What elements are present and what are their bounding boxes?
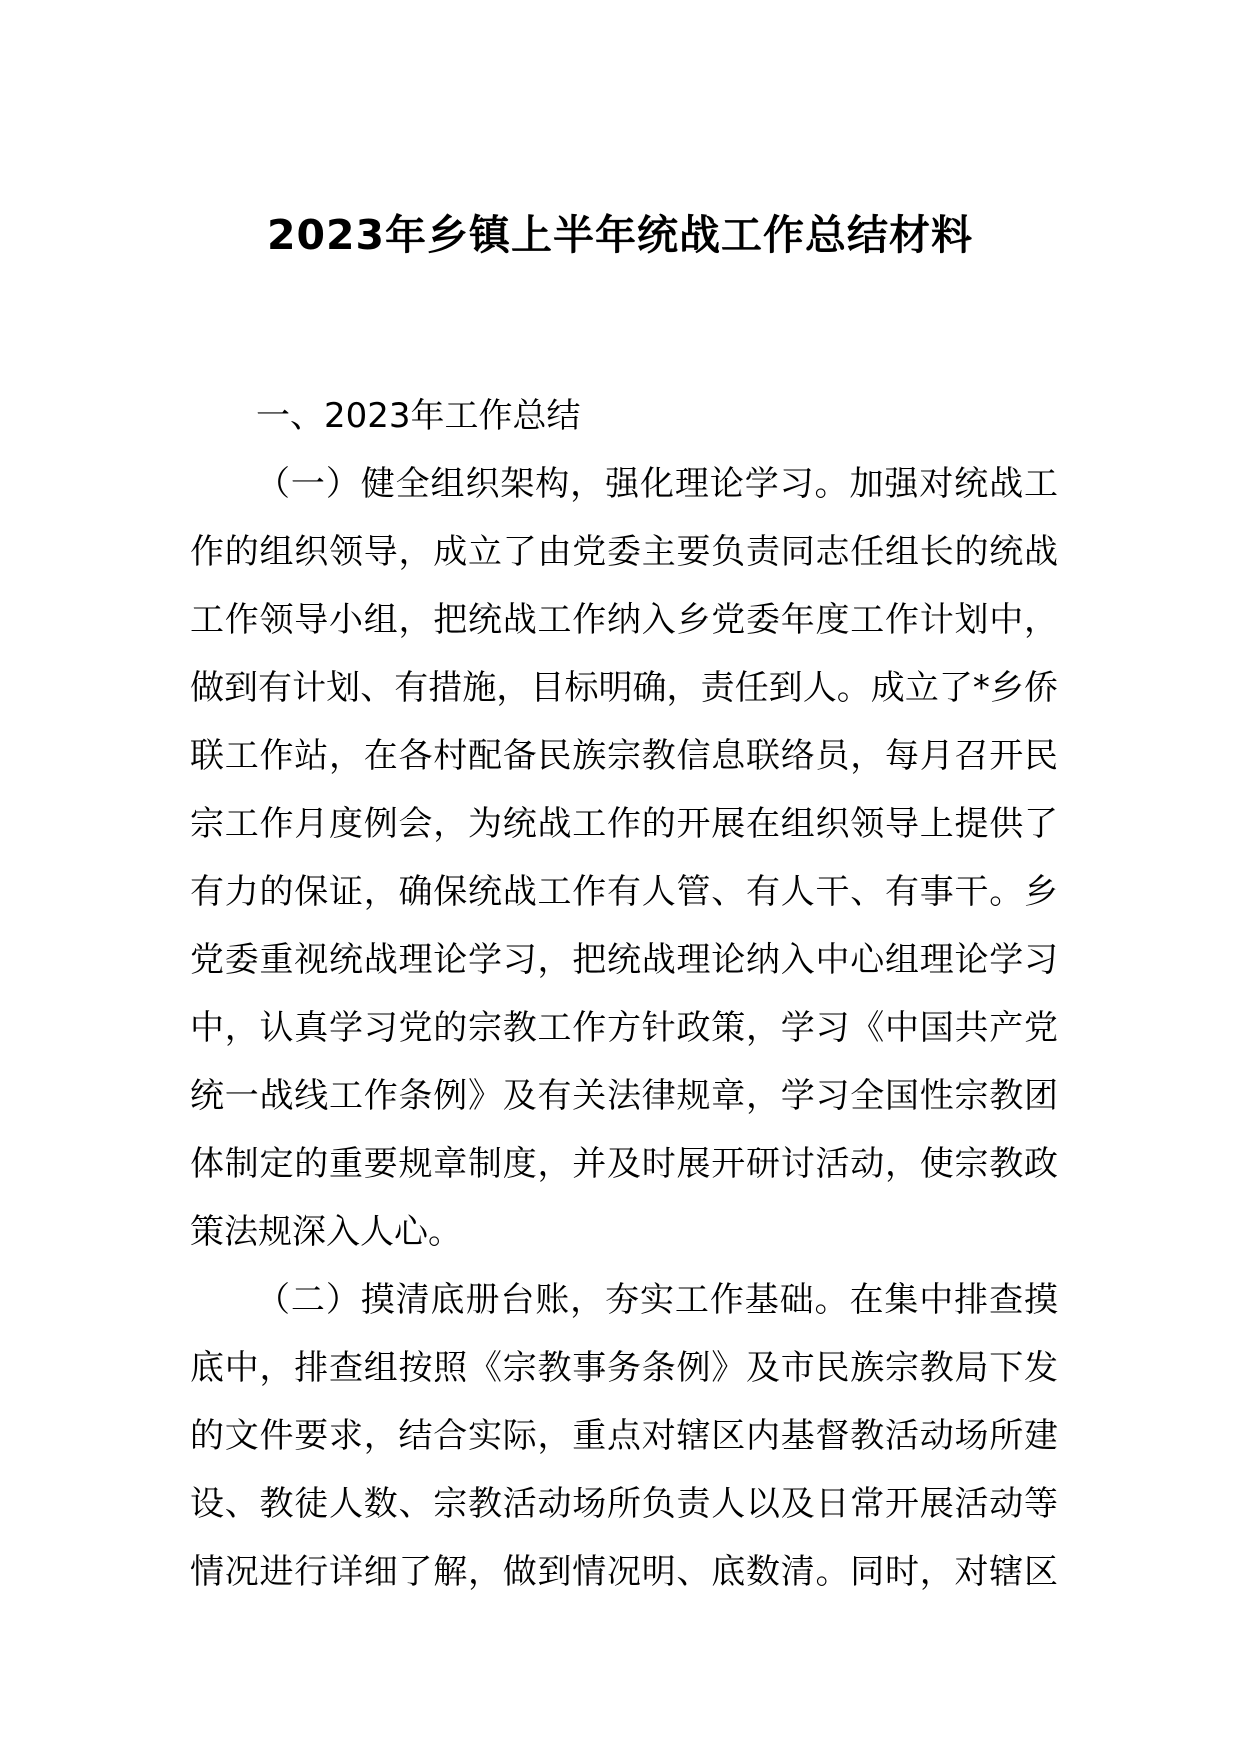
text-line: 有力的保证，确保统战工作有人管、有人干、有事干。乡: [190, 872, 1058, 912]
text-line: 情况进行详细了解，做到情况明、底数清。同时，对辖区: [190, 1552, 1058, 1592]
paragraph-1: [190, 450, 1058, 1266]
text-line: 设、教徒人数、宗教活动场所负责人以及日常开展活动等: [190, 1484, 1058, 1524]
text-line: 宗工作月度例会，为统战工作的开展在组织领导上提供了: [190, 804, 1058, 844]
text-line: （二）摸清底册台账，夯实工作基础。在集中排查摸: [256, 1280, 1058, 1320]
section-heading: 一、2023年工作总结: [256, 396, 581, 436]
text-line: 联工作站，在各村配备民族宗教信息联络员，每月召开民: [190, 736, 1058, 776]
text-line: 做到有计划、有措施，目标明确，责任到人。成立了*乡侨: [190, 668, 1058, 708]
text-line: 党委重视统战理论学习，把统战理论纳入中心组理论学习: [190, 940, 1058, 980]
text-line: 作的组织领导，成立了由党委主要负责同志任组长的统战: [190, 532, 1058, 572]
text-line: 体制定的重要规章制度，并及时展开研讨活动，使宗教政: [190, 1144, 1058, 1184]
document-title: 2023年乡镇上半年统战工作总结材料: [266, 211, 974, 259]
document-body: [190, 382, 1058, 1606]
text-line: 底中，排查组按照《宗教事务条例》及市民族宗教局下发: [190, 1348, 1058, 1388]
text-line: 工作领导小组，把统战工作纳入乡党委年度工作计划中，: [190, 600, 1058, 640]
paragraph-2: [190, 1266, 1058, 1606]
text-line: 中，认真学习党的宗教工作方针政策，学习《中国共产党: [190, 1008, 1058, 1048]
text-line: 策法规深入人心。: [190, 1212, 462, 1252]
text-line: 统一战线工作条例》及有关法律规章，学习全国性宗教团: [190, 1076, 1058, 1116]
text-line: 的文件要求，结合实际，重点对辖区内基督教活动场所建: [190, 1416, 1058, 1456]
text-line: （一）健全组织架构，强化理论学习。加强对统战工: [256, 464, 1058, 504]
